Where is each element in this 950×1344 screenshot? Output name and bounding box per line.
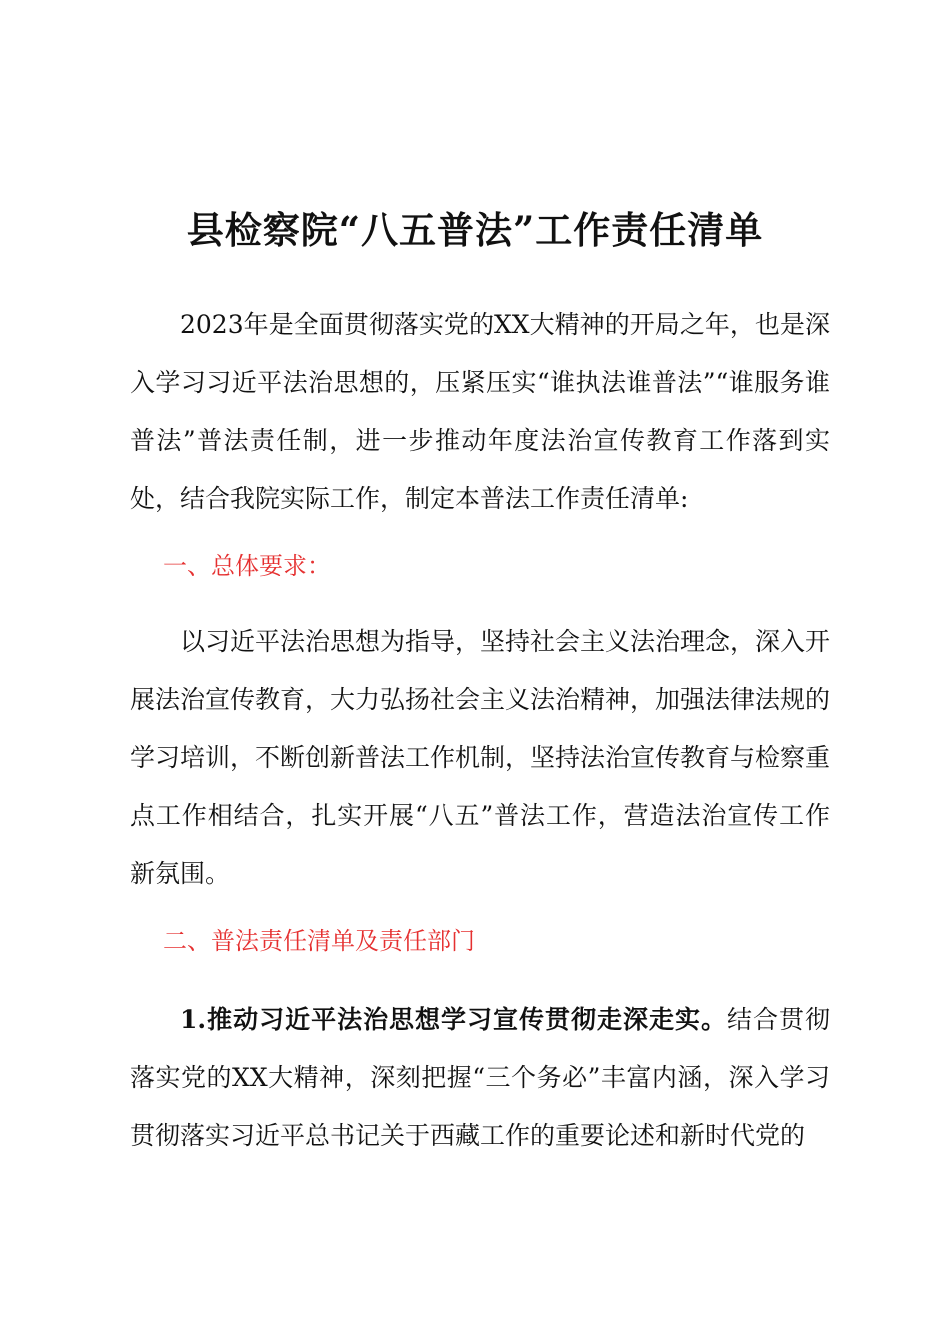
item-1-title: 1.推动习近平法治思想学习宣传贯彻走深走实。 <box>180 1005 727 1034</box>
item-1-body: 结合贯彻落实党的XX大精神，深刻把握“三个务必”丰富内涵，深入学习贯彻落实习近平总书记关于西藏工作的重要论述和新时代党的 <box>130 1005 830 1150</box>
intro-paragraph: 2023年是全面贯彻落实党的XX大精神的开局之年，也是深入学习习近平法治思想的，压紧压实“谁执法谁普法”“谁服务谁普法”普法责任制，进一步推动年度法治宣传教育工作落到实处，结合我院实际工作，制定本普法工作责任清单: <box>130 310 830 513</box>
section-heading-responsibility-list: 二、普法责任清单及责任部门 <box>163 927 475 955</box>
document-title: 县检察院“八五普法”工作责任清单 <box>186 208 764 252</box>
general-requirements-paragraph: 以习近平法治思想为指导，坚持社会主义法治理念，深入开展法治宣传教育，大力弘扬社会主义法治精神，加强法律法规的学习培训，不断创新普法工作机制，坚持法治宣传教育与检察重点工作相结合，扎实开展“八五”普法工作，营造法治宣传工作新氛围。 <box>130 627 831 888</box>
section-heading-general-requirements: 一、总体要求： <box>163 552 331 580</box>
item-1-paragraph <box>130 991 830 1165</box>
